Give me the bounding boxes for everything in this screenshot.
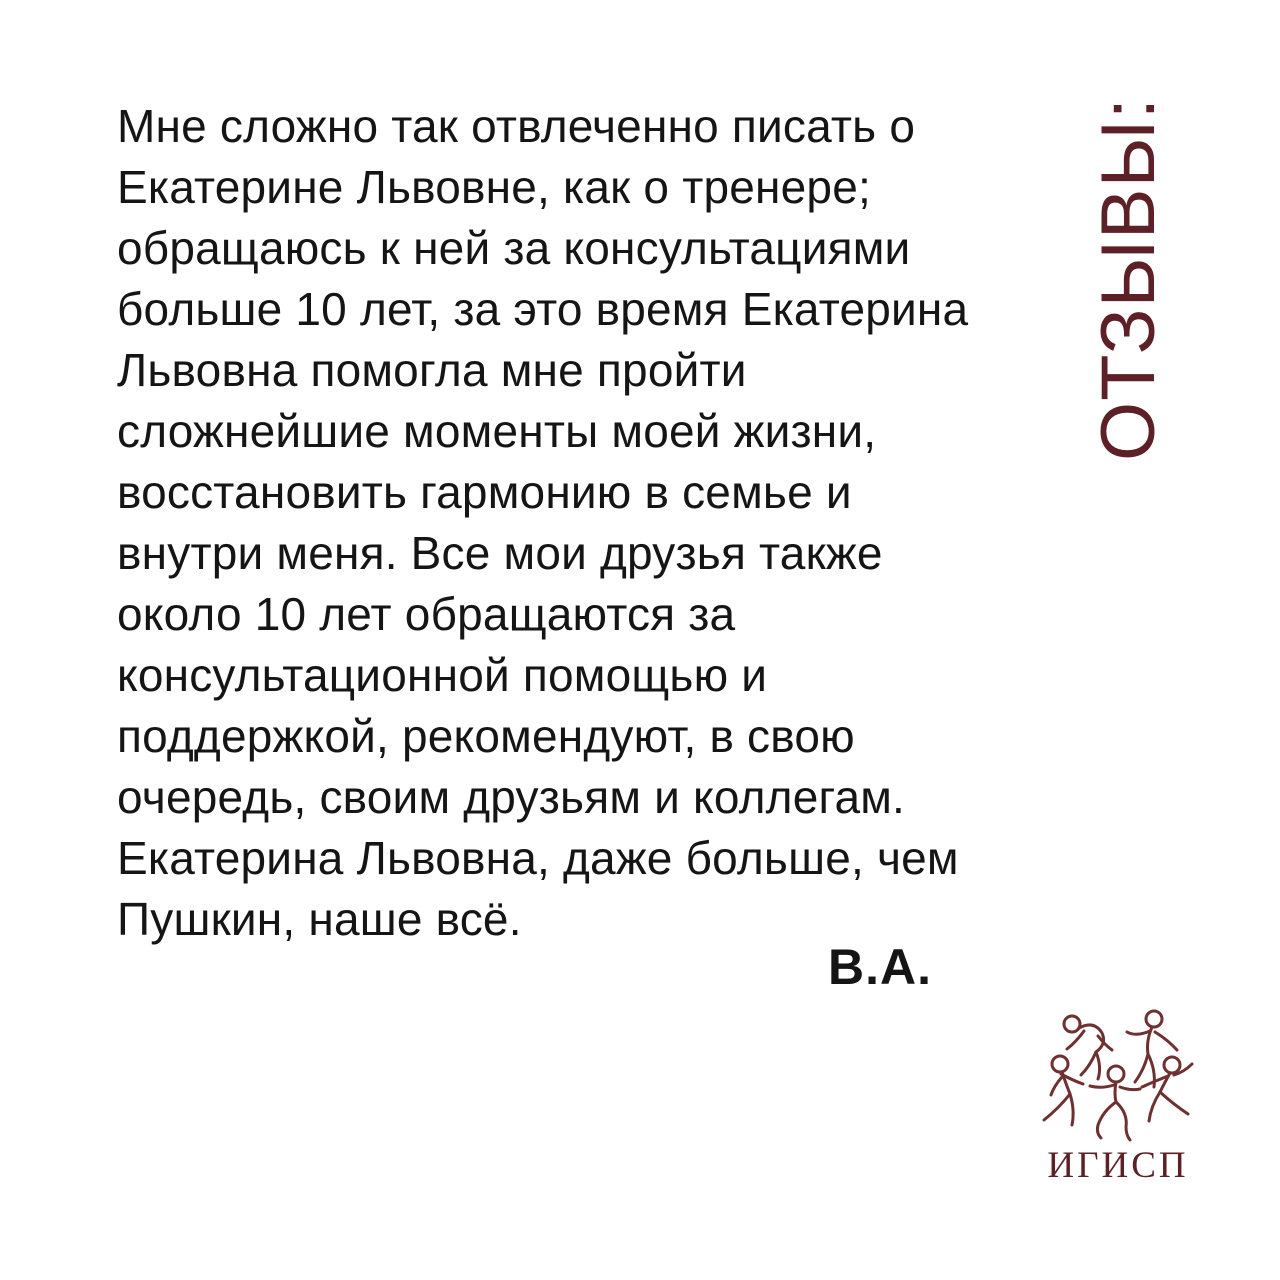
review-line: консультационной помощью и bbox=[117, 649, 768, 701]
review-line: очередь, своим друзьям и коллегам. bbox=[117, 771, 906, 823]
review-line: поддержкой, рекомендуют, в свою bbox=[117, 710, 855, 762]
review-line: сложнейшие моменты моей жизни, bbox=[117, 405, 877, 457]
review-line: Мне сложно так отвлеченно писать о bbox=[117, 100, 916, 152]
review-line: Львовна помогла мне пройти bbox=[117, 344, 747, 396]
logo-caption: ИГИСП bbox=[1047, 1145, 1189, 1186]
review-line: восстановить гармонию в семье и bbox=[117, 466, 852, 518]
review-line: Екатерине Львовне, как о тренере; bbox=[117, 161, 871, 213]
review-line: Пушкин, наше всё. bbox=[117, 893, 522, 945]
review-signature: В.А. bbox=[828, 939, 932, 995]
page-title-reviews: ОТЗЫВЫ: bbox=[1085, 97, 1171, 461]
review-line: обращаюсь к ней за консультациями bbox=[117, 222, 911, 274]
dancing-figures-icon bbox=[1032, 1002, 1204, 1144]
review-text bbox=[117, 96, 969, 950]
igisp-logo bbox=[1028, 1002, 1208, 1187]
review-line: Екатерина Львовна, даже больше, чем bbox=[117, 832, 959, 884]
review-line: больше 10 лет, за это время Екатерина bbox=[117, 283, 969, 335]
review-line: около 10 лет обращаются за bbox=[117, 588, 736, 640]
review-line: внутри меня. Все мои друзья также bbox=[117, 527, 883, 579]
